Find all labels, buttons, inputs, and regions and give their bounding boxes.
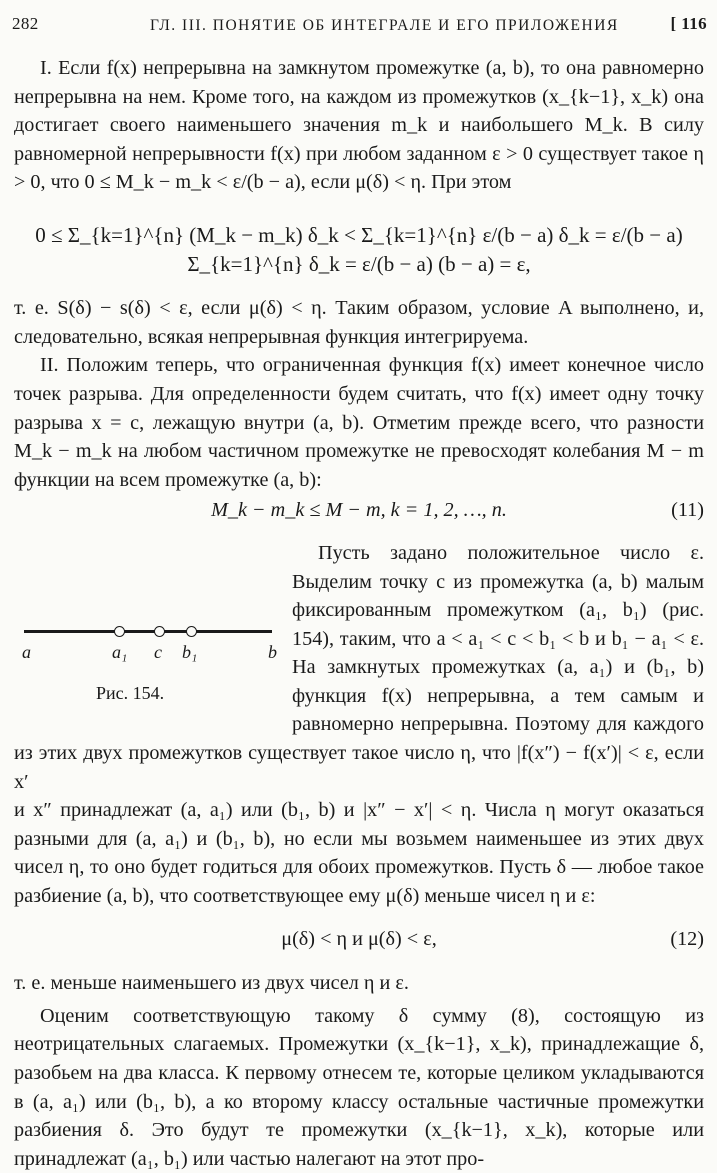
equation-12 [14, 925, 704, 954]
equation-sum: 0 ≤ Σ_{k=1}^{n} (M_k − m_k) δ_k < Σ_{k=1}^{n} ε/(b − a) δ_k = ε/(b − a) Σ_{k=1}^{n} δ_k = ε/(b − a) (b − a) = ε, [35, 222, 683, 276]
point-c-marker [154, 626, 165, 637]
label-a1: a₁ [112, 641, 128, 662]
page-number: 282 [12, 14, 39, 33]
label-c: c [154, 641, 162, 662]
text-with-figure [14, 539, 704, 796]
paragraph-4a: Пусть задано положительное число ε. Выделим точку c из промежутка (a, b) малым фиксированным промежутком (a₁, b₁) (рис. 154), таким, что a < a₁ < c < b₁ < b и b₁ − a₁ < ε. На замкнутых промежутках (a, a₁) и (b₁, b) функция f(x) непрерывна, а тем самым и равномерно непрерывна. Поэтому для каждого из этих двух промежутков существует такое число η, что |f(x″) − f(x′)| < ε, если x′ [14, 541, 704, 793]
paragraph-4b: и x″ принадлежат (a, a₁) или (b₁, b) и |x″ − x′| < η. Числа η могут оказаться разными для (a, a₁) и (b₁, b), но если мы возьмем наименьшее из этих двух чисел η, то оно будет годиться для обоих промежутков. Пусть δ — любое такое разбиение (a, b), что соответствующее ему μ(δ) меньше чисел η и ε: [14, 799, 704, 908]
section-number: [ 116 [670, 14, 707, 33]
label-a: a [22, 641, 31, 662]
page-header [12, 6, 707, 40]
paragraph-5: т. е. меньше наименьшего из двух чисел η и ε. [14, 972, 409, 995]
equation-11 [14, 496, 704, 525]
segment-line [24, 630, 272, 633]
running-title: ГЛ. III. ПОНЯТИЕ ОБ ИНТЕГРАЛЕ И ЕГО ПРИЛОЖЕНИЯ [150, 17, 619, 34]
label-b: b [268, 641, 277, 662]
equation-11-body: M_k − m_k ≤ M − m, k = 1, 2, …, n. [211, 499, 507, 522]
paragraph-1: I. Если f(x) непрерывна на замкнутом промежутке (a, b), то она равномерно непрерывна на нем. Кроме того, на каждом из промежутков (x_{k−1}, x_k) она достигает своего наименьшего значения m_k и наибольшего M_k. В силу равномерной непрерывности f(x) при любом заданном ε > 0 существует такое η > 0, что 0 ≤ M_k − m_k < ε/(b − a), если μ(δ) < η. При этом [14, 57, 704, 194]
equation-12-body: μ(δ) < η и μ(δ) < ε, [281, 927, 437, 950]
label-b1: b₁ [182, 641, 198, 662]
paragraph-6: Оценим соответствующую такому δ сумму (8), состоящую из неотрицательных слагаемых. Промежутки (x_{k−1}, x_k), принадлежащие δ, разобьем на два класса. К первому отнесем те, которые целиком укладываются в (a, a₁) или (b₁, b), а ко второму классу остальные частичные промежутки разбиения δ. Это будут те промежутки (x_{k−1}, x_k), которые или принадлежат (a₁, b₁) или частью налегают на этот про- [14, 1004, 704, 1170]
paragraph-2: т. е. S(δ) − s(δ) < ε, если μ(δ) < η. Таким образом, условие A выполнено, и, следовательно, всякая непрерывная функция интегрируема. [14, 297, 704, 348]
page-body [14, 54, 704, 1173]
paragraph-3: II. Положим теперь, что ограниченная функция f(x) имеет конечное число точек разрыва. Для определенности будем считать, что f(x) имеет одну точку разрыва x = c, лежащую внутри (a, b). Отметим прежде всего, что разности M_k − m_k на любом частичном промежутке не превосходят колебания M − m функции на всем промежутке (a, b): [14, 354, 704, 491]
point-a1-marker [114, 626, 125, 637]
equation-12-number: (12) [670, 927, 704, 950]
figure-154 [14, 605, 292, 727]
equation-11-number: (11) [671, 499, 704, 522]
figure-caption: Рис. 154. [96, 682, 165, 703]
point-b1-marker [186, 626, 197, 637]
